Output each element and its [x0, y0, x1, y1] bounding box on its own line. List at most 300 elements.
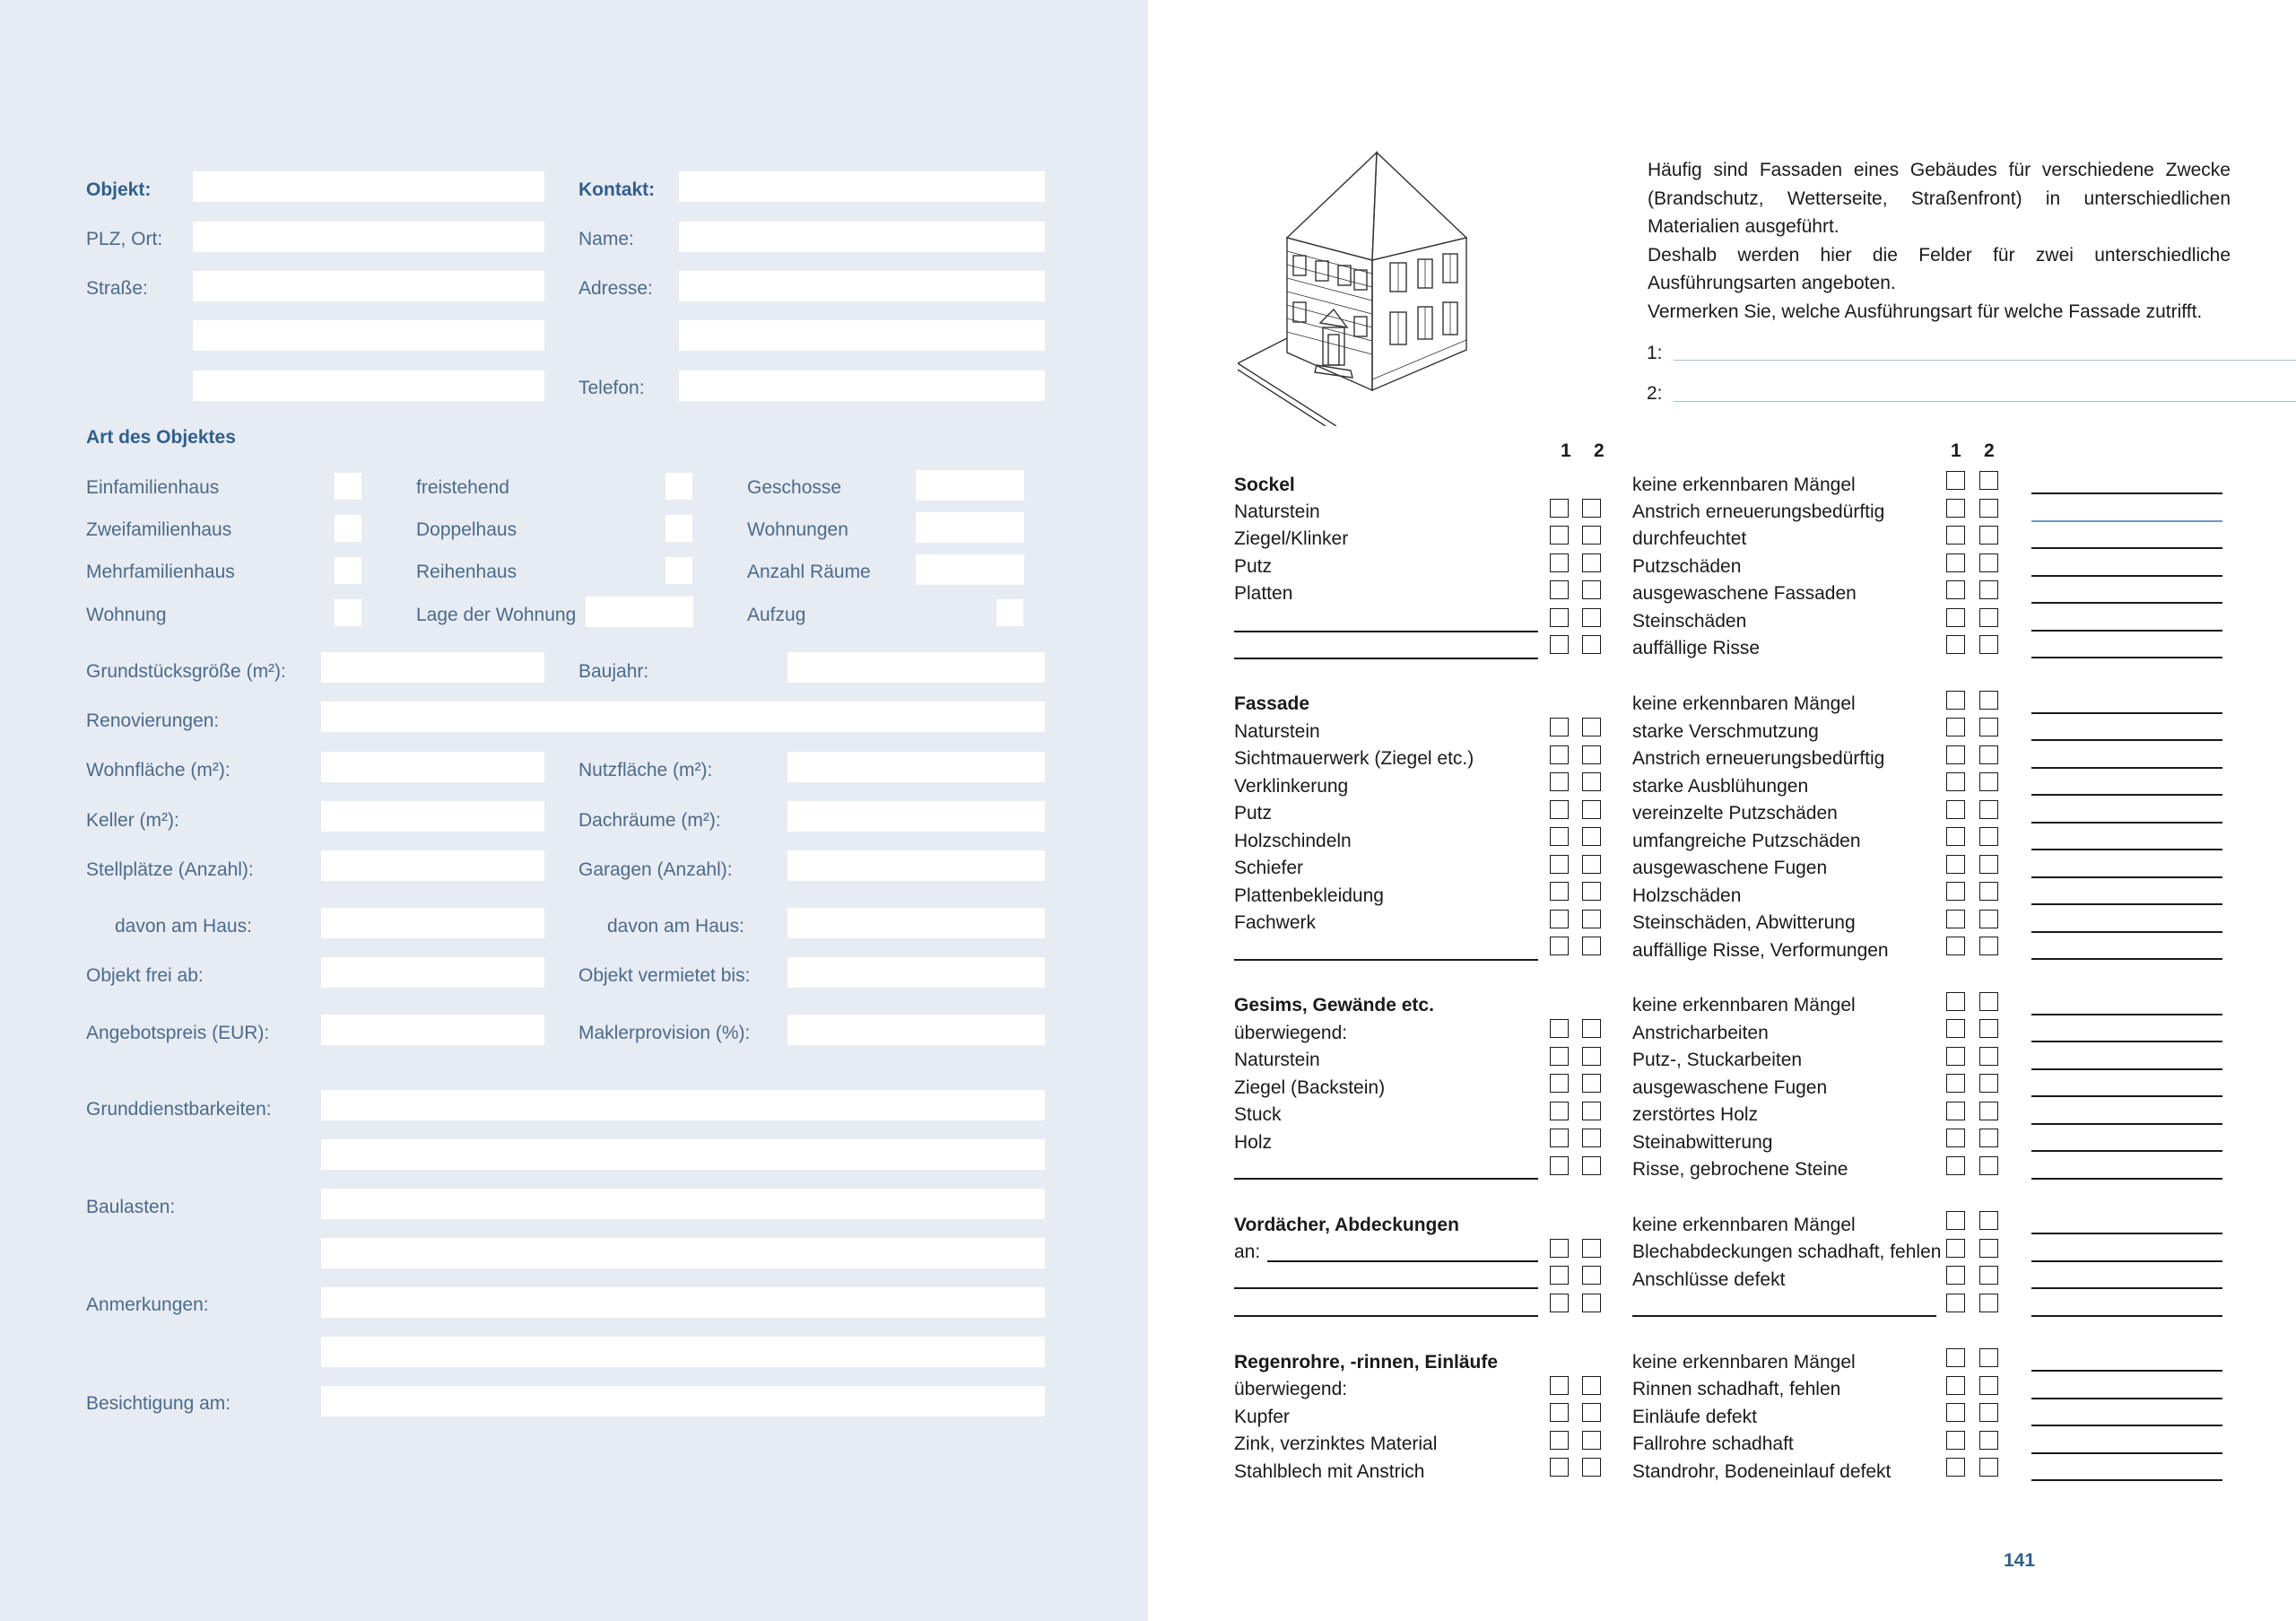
davon-garagen-field[interactable]: [787, 908, 1045, 938]
note-line[interactable]: [2031, 767, 2222, 769]
note-line[interactable]: [2031, 1452, 2222, 1454]
note-line[interactable]: [2031, 794, 2222, 796]
item-label: Stuck: [1234, 1104, 1282, 1125]
checkbox[interactable]: [1979, 1376, 1998, 1395]
checkbox[interactable]: [1979, 526, 1998, 545]
format-1-label: 1:: [1647, 343, 1663, 363]
checkbox[interactable]: [1582, 635, 1601, 654]
note-line[interactable]: [2031, 1370, 2222, 1372]
checkbox[interactable]: [1582, 580, 1601, 599]
checkbox[interactable]: [1979, 772, 1998, 791]
checkbox[interactable]: [1582, 772, 1601, 791]
checkbox[interactable]: [1550, 1294, 1569, 1312]
item-label: Fallrohre schadhaft: [1632, 1434, 1794, 1454]
freistehend-checkbox[interactable]: [665, 473, 692, 500]
kontakt-field[interactable]: [679, 171, 1045, 202]
checkbox[interactable]: [1582, 910, 1601, 928]
item-label: keine erkennbaren Mängel: [1632, 1215, 1856, 1235]
checkbox[interactable]: [1550, 882, 1569, 901]
baulasten-field-2[interactable]: [321, 1238, 1045, 1268]
keller-field[interactable]: [321, 801, 544, 832]
frei-ab-field[interactable]: [321, 957, 544, 988]
dachraeume-field[interactable]: [787, 801, 1045, 832]
checkbox[interactable]: [1550, 1102, 1569, 1120]
item-label: Putz-, Stuckarbeiten: [1632, 1050, 1803, 1070]
section-title: Sockel: [1234, 475, 1295, 495]
checkbox[interactable]: [1979, 1348, 1998, 1367]
checkbox[interactable]: [1550, 1074, 1569, 1093]
write-in-line[interactable]: [1267, 1260, 1538, 1262]
format-2-label: 2:: [1647, 383, 1663, 404]
item-label: Sichtmauerwerk (Ziegel etc.): [1234, 748, 1474, 769]
angebotspreis-label: Angebotspreis (EUR):: [86, 1023, 270, 1043]
checkbox[interactable]: [1946, 526, 1965, 545]
page-number: 141: [2004, 1550, 2036, 1571]
checkbox[interactable]: [1979, 499, 1998, 518]
note-line[interactable]: [2031, 1479, 2222, 1481]
note-line[interactable]: [2031, 602, 2222, 604]
col-1-header: 1: [1951, 440, 1961, 461]
checkbox[interactable]: [1550, 1376, 1569, 1395]
item-label: auffällige Risse, Verformungen: [1632, 940, 1889, 961]
wohnflaeche-field[interactable]: [321, 752, 544, 782]
item-label: keine erkennbaren Mängel: [1632, 995, 1856, 1015]
item-label: starke Verschmutzung: [1632, 721, 1819, 742]
checkbox[interactable]: [1946, 1047, 1965, 1066]
note-line[interactable]: [2031, 1095, 2222, 1097]
checkbox[interactable]: [1582, 718, 1601, 736]
checkbox[interactable]: [1550, 1019, 1569, 1038]
stellplaetze-label: Stellplätze (Anzahl):: [86, 859, 254, 880]
item-label: überwiegend:: [1234, 1023, 1348, 1043]
davon-stellplaetze-field[interactable]: [321, 908, 544, 938]
checkbox[interactable]: [1946, 937, 1965, 955]
checkbox[interactable]: [1946, 827, 1965, 846]
item-label: Ziegel/Klinker: [1234, 528, 1349, 549]
checkbox[interactable]: [1582, 1266, 1601, 1285]
einfamilienhaus-checkbox[interactable]: [335, 473, 361, 500]
strasse-field-2[interactable]: [193, 320, 544, 351]
stellplaetze-field[interactable]: [321, 850, 544, 881]
checkbox[interactable]: [1946, 1266, 1965, 1285]
checkbox[interactable]: [1946, 499, 1965, 518]
checkbox[interactable]: [1582, 553, 1601, 572]
checkbox[interactable]: [1979, 800, 1998, 819]
checkbox[interactable]: [1946, 580, 1965, 599]
note-line[interactable]: [2031, 1233, 2222, 1234]
objekt-label: Objekt:: [86, 179, 152, 200]
checkbox[interactable]: [1946, 1211, 1965, 1230]
davon-label: davon am Haus:: [607, 916, 744, 937]
checkbox[interactable]: [1582, 1102, 1601, 1120]
checkbox[interactable]: [1979, 553, 1998, 572]
checkbox[interactable]: [1979, 1239, 1998, 1258]
grunddienst-field[interactable]: [321, 1090, 1045, 1120]
note-line[interactable]: [2031, 575, 2222, 577]
davon-label: davon am Haus:: [115, 916, 252, 937]
keller-label: Keller (m²):: [86, 810, 179, 831]
checkbox[interactable]: [1582, 1239, 1601, 1258]
item-label: Naturstein: [1234, 1050, 1320, 1070]
checkbox[interactable]: [1550, 526, 1569, 545]
intro-text: Häufig sind Fassaden eines Gebäudes für verschiedene Zwecke (Brandschutz, Wetterseite, Straßenfront) in unterschiedlichen Materialien ausgeführt. Deshalb werden hier die Felder für zwei unterschiedliche Ausführungsarten angeboten. Vermerken Sie, welche Ausführungsart für welche Fassade zutrifft.: [1648, 160, 2231, 322]
wohnung-checkbox[interactable]: [335, 599, 361, 626]
checkbox[interactable]: [1946, 1074, 1965, 1093]
checkbox[interactable]: [1946, 1102, 1965, 1120]
checkbox[interactable]: [1582, 1403, 1601, 1422]
art-label: Lage der Wohnung: [416, 605, 577, 625]
note-line[interactable]: [2031, 657, 2222, 658]
aufzug-checkbox[interactable]: [996, 599, 1023, 626]
note-line[interactable]: [2031, 1425, 2222, 1426]
telefon-field[interactable]: [679, 370, 1045, 401]
item-label: an:: [1234, 1242, 1261, 1262]
note-line[interactable]: [2031, 958, 2222, 960]
renovierungen-label: Renovierungen:: [86, 710, 220, 731]
adresse-label: Adresse:: [578, 278, 653, 299]
baujahr-label: Baujahr:: [578, 661, 649, 682]
art-label: freistehend: [416, 477, 509, 498]
grundstueck-label: Grundstücksgröße (m²):: [86, 661, 286, 682]
note-line[interactable]: [2031, 1260, 2222, 1262]
checkbox[interactable]: [1979, 1156, 1998, 1175]
house-illustration: [1238, 148, 1552, 426]
item-label: ausgewaschene Fassaden: [1632, 583, 1857, 604]
checkbox[interactable]: [1979, 1019, 1998, 1038]
item-label: starke Ausblühungen: [1632, 776, 1809, 797]
checkbox[interactable]: [1550, 1047, 1569, 1066]
plz-field[interactable]: [193, 222, 544, 252]
name-field[interactable]: [679, 222, 1045, 252]
checkbox[interactable]: [1550, 772, 1569, 791]
grunddienst-field-2[interactable]: [321, 1139, 1045, 1170]
checkbox[interactable]: [1979, 1294, 1998, 1312]
art-label: Zweifamilienhaus: [86, 519, 232, 540]
name-label: Name:: [578, 229, 634, 249]
checkbox[interactable]: [1979, 937, 1998, 955]
baujahr-field[interactable]: [787, 652, 1045, 683]
zweifamilienhaus-checkbox[interactable]: [335, 515, 361, 542]
item-label: Schiefer: [1234, 858, 1304, 878]
checkbox[interactable]: [1946, 1431, 1965, 1450]
checkbox[interactable]: [1582, 1047, 1601, 1066]
item-label: keine erkennbaren Mängel: [1632, 1352, 1856, 1373]
checkbox[interactable]: [1550, 635, 1569, 654]
checkbox[interactable]: [1550, 1156, 1569, 1175]
strasse-label: Straße:: [86, 278, 148, 299]
checkbox[interactable]: [1946, 1348, 1965, 1367]
grunddienst-label: Grunddienstbarkeiten:: [86, 1099, 272, 1120]
checkbox[interactable]: [1979, 910, 1998, 928]
objekt-field[interactable]: [193, 171, 544, 202]
strasse-field-3[interactable]: [193, 370, 544, 401]
checkbox[interactable]: [1582, 499, 1601, 518]
checkbox[interactable]: [1550, 553, 1569, 572]
checkbox[interactable]: [1946, 1403, 1965, 1422]
angebotspreis-field[interactable]: [321, 1015, 544, 1045]
checkbox[interactable]: [1946, 800, 1965, 819]
format-2-field[interactable]: [1674, 401, 2296, 402]
geschosse-field[interactable]: [916, 470, 1024, 501]
wohnungen-field[interactable]: [916, 512, 1024, 543]
item-label: vereinzelte Putzschäden: [1632, 803, 1838, 824]
item-label: Kupfer: [1234, 1407, 1290, 1427]
checkbox[interactable]: [1550, 745, 1569, 764]
checkbox[interactable]: [1550, 499, 1569, 518]
anmerkungen-field[interactable]: [321, 1287, 1045, 1318]
grundstueck-field[interactable]: [321, 652, 544, 683]
strasse-field[interactable]: [193, 271, 544, 301]
checkbox[interactable]: [1946, 1019, 1965, 1038]
section-title: Vordächer, Abdeckungen: [1234, 1215, 1459, 1235]
checkbox[interactable]: [1979, 1458, 1998, 1477]
note-line[interactable]: [2031, 849, 2222, 850]
anzahl-raeume-field[interactable]: [916, 554, 1024, 585]
checkbox[interactable]: [1946, 1458, 1965, 1477]
lage-wohnung-field[interactable]: [586, 597, 693, 627]
checkbox[interactable]: [1946, 553, 1965, 572]
checkbox[interactable]: [1582, 1156, 1601, 1175]
checkbox[interactable]: [1979, 1047, 1998, 1066]
note-line[interactable]: [2031, 931, 2222, 933]
plz-label: PLZ, Ort:: [86, 229, 163, 249]
checkbox[interactable]: [1582, 1129, 1601, 1147]
checkbox[interactable]: [1979, 635, 1998, 654]
checkbox[interactable]: [1582, 745, 1601, 764]
checkbox[interactable]: [1582, 1458, 1601, 1477]
besichtigung-field[interactable]: [321, 1386, 1045, 1416]
mehrfamilienhaus-checkbox[interactable]: [335, 557, 361, 584]
art-label: Wohnung: [86, 605, 167, 625]
checkbox[interactable]: [1582, 608, 1601, 627]
checkbox[interactable]: [1550, 718, 1569, 736]
note-line[interactable]: [2031, 822, 2222, 824]
right-page: [1148, 0, 2296, 1621]
checkbox[interactable]: [1979, 855, 1998, 874]
wohnflaeche-label: Wohnfläche (m²):: [86, 760, 230, 780]
checkbox[interactable]: [1550, 1129, 1569, 1147]
note-line[interactable]: [2031, 1068, 2222, 1070]
checkbox[interactable]: [1550, 800, 1569, 819]
baulasten-field[interactable]: [321, 1189, 1045, 1219]
item-label: Anstrich erneuerungsbedürftig: [1632, 501, 1885, 522]
item-label: keine erkennbaren Mängel: [1632, 475, 1856, 495]
checkbox[interactable]: [1550, 827, 1569, 846]
note-line[interactable]: [2031, 1178, 2222, 1180]
note-line[interactable]: [2031, 492, 2222, 494]
checkbox[interactable]: [1582, 1431, 1601, 1450]
checkbox[interactable]: [1582, 1019, 1601, 1038]
note-line[interactable]: [2031, 903, 2222, 905]
checkbox[interactable]: [1582, 800, 1601, 819]
checkbox[interactable]: [1550, 1431, 1569, 1450]
checkbox[interactable]: [1946, 1294, 1965, 1312]
write-in-line[interactable]: [1234, 1315, 1538, 1317]
item-label: Steinschäden: [1632, 611, 1747, 632]
checkbox[interactable]: [1979, 691, 1998, 710]
checkbox[interactable]: [1979, 718, 1998, 736]
item-label: Holzschäden: [1632, 885, 1742, 906]
note-line[interactable]: [2031, 712, 2222, 714]
checkbox[interactable]: [1946, 992, 1965, 1011]
checkbox[interactable]: [1582, 827, 1601, 846]
anmerkungen-field-2[interactable]: [321, 1337, 1045, 1367]
checkbox[interactable]: [1946, 1156, 1965, 1175]
checkbox[interactable]: [1979, 1129, 1998, 1147]
checkbox[interactable]: [1582, 937, 1601, 955]
checkbox[interactable]: [1946, 1239, 1965, 1258]
art-heading: Art des Objektes: [86, 427, 236, 448]
checkbox[interactable]: [1582, 882, 1601, 901]
checkbox[interactable]: [1550, 1403, 1569, 1422]
checkbox[interactable]: [1979, 745, 1998, 764]
item-label: umfangreiche Putzschäden: [1632, 831, 1861, 851]
item-label: Anstrich erneuerungsbedürftig: [1632, 748, 1885, 769]
item-label: ausgewaschene Fugen: [1632, 858, 1828, 878]
item-label: Steinabwitterung: [1632, 1132, 1773, 1153]
anmerkungen-label: Anmerkungen:: [86, 1294, 209, 1315]
checkbox[interactable]: [1582, 1294, 1601, 1312]
item-label: keine erkennbaren Mängel: [1632, 693, 1856, 714]
nutzflaeche-label: Nutzfläche (m²):: [578, 760, 713, 780]
maklerprovision-field[interactable]: [787, 1015, 1045, 1045]
checkbox[interactable]: [1582, 855, 1601, 874]
item-label: überwiegend:: [1234, 1379, 1348, 1399]
checkbox[interactable]: [1550, 1239, 1569, 1258]
nutzflaeche-field[interactable]: [787, 752, 1045, 782]
checkbox[interactable]: [1946, 910, 1965, 928]
write-in-line[interactable]: [1632, 1315, 1936, 1317]
vermietet-bis-label: Objekt vermietet bis:: [578, 965, 751, 986]
item-label: Blechabdeckungen schadhaft, fehlen: [1632, 1242, 1942, 1262]
col-1-header: 1: [1561, 440, 1571, 461]
checkbox[interactable]: [1550, 1458, 1569, 1477]
checkbox[interactable]: [1979, 882, 1998, 901]
format-1-field[interactable]: [1674, 360, 2296, 361]
section-title: Regenrohre, -rinnen, Einläufe: [1234, 1352, 1499, 1373]
vermietet-bis-field[interactable]: [787, 957, 1045, 988]
checkbox[interactable]: [1582, 526, 1601, 545]
checkbox[interactable]: [1979, 1211, 1998, 1230]
section-title: Fassade: [1234, 693, 1310, 714]
art-label: Mehrfamilienhaus: [86, 562, 235, 582]
checkbox[interactable]: [1979, 1431, 1998, 1450]
col-2-header: 2: [1594, 440, 1605, 461]
item-label: Anstricharbeiten: [1632, 1023, 1769, 1043]
checkbox[interactable]: [1582, 1074, 1601, 1093]
checkbox[interactable]: [1979, 1074, 1998, 1093]
doppelhaus-checkbox[interactable]: [665, 515, 692, 542]
item-label: Fachwerk: [1234, 912, 1317, 933]
checkbox[interactable]: [1979, 1266, 1998, 1285]
checkbox[interactable]: [1550, 855, 1569, 874]
item-label: Zink, verzinktes Material: [1234, 1434, 1438, 1454]
checkbox[interactable]: [1550, 910, 1569, 928]
checkbox[interactable]: [1550, 608, 1569, 627]
note-line[interactable]: [2031, 1315, 2222, 1317]
note-line[interactable]: [2031, 1041, 2222, 1042]
note-line[interactable]: [2031, 630, 2222, 632]
art-label: Doppelhaus: [416, 519, 517, 540]
adresse-field-2[interactable]: [679, 320, 1045, 351]
reihenhaus-checkbox[interactable]: [665, 557, 692, 584]
write-in-line[interactable]: [1234, 631, 1538, 632]
maklerprovision-label: Maklerprovision (%):: [578, 1023, 751, 1043]
item-label: Putz: [1234, 803, 1273, 824]
item-label: Rinnen schadhaft, fehlen: [1632, 1379, 1841, 1399]
checkbox[interactable]: [1979, 580, 1998, 599]
item-label: Steinschäden, Abwitterung: [1632, 912, 1856, 933]
note-line[interactable]: [2031, 520, 2222, 522]
note-line[interactable]: [2031, 547, 2222, 549]
art-label: Einfamilienhaus: [86, 477, 220, 498]
renovierungen-field[interactable]: [321, 702, 1045, 732]
section-title: Gesims, Gewände etc.: [1234, 995, 1434, 1015]
art-label: Wohnungen: [747, 519, 848, 540]
checkbox[interactable]: [1946, 1129, 1965, 1147]
checkbox[interactable]: [1946, 471, 1965, 490]
checkbox[interactable]: [1550, 937, 1569, 955]
checkbox[interactable]: [1979, 1102, 1998, 1120]
write-in-line[interactable]: [1234, 959, 1538, 961]
garagen-label: Garagen (Anzahl):: [578, 859, 733, 880]
checkbox[interactable]: [1946, 608, 1965, 627]
write-in-line[interactable]: [1234, 1178, 1538, 1180]
item-label: Anschlüsse defekt: [1632, 1269, 1786, 1290]
checkbox[interactable]: [1946, 855, 1965, 874]
adresse-field[interactable]: [679, 271, 1045, 301]
item-label: zerstörtes Holz: [1632, 1104, 1759, 1125]
note-line[interactable]: [2031, 739, 2222, 741]
note-line[interactable]: [2031, 1287, 2222, 1289]
note-line[interactable]: [2031, 1150, 2222, 1152]
checkbox[interactable]: [1979, 471, 1998, 490]
checkbox[interactable]: [1550, 580, 1569, 599]
art-label: Reihenhaus: [416, 562, 517, 582]
item-label: Risse, gebrochene Steine: [1632, 1159, 1848, 1180]
checkbox[interactable]: [1979, 608, 1998, 627]
art-label: Geschosse: [747, 477, 842, 498]
checkbox[interactable]: [1946, 718, 1965, 736]
checkbox[interactable]: [1946, 691, 1965, 710]
item-label: Standrohr, Bodeneinlauf defekt: [1632, 1461, 1892, 1482]
checkbox[interactable]: [1946, 635, 1965, 654]
note-line[interactable]: [2031, 1398, 2222, 1399]
write-in-line[interactable]: [1234, 1287, 1538, 1289]
checkbox[interactable]: [1946, 882, 1965, 901]
checkbox[interactable]: [1582, 1376, 1601, 1395]
garagen-field[interactable]: [787, 850, 1045, 881]
item-label: Naturstein: [1234, 501, 1320, 522]
telefon-label: Telefon:: [578, 378, 645, 398]
note-line[interactable]: [2031, 1123, 2222, 1125]
checkbox[interactable]: [1946, 1376, 1965, 1395]
checkbox[interactable]: [1979, 827, 1998, 846]
note-line[interactable]: [2031, 1014, 2222, 1015]
checkbox[interactable]: [1946, 745, 1965, 764]
baulasten-label: Baulasten:: [86, 1197, 176, 1217]
write-in-line[interactable]: [1234, 658, 1538, 659]
col-2-header: 2: [1984, 440, 1995, 461]
checkbox[interactable]: [1550, 1266, 1569, 1285]
checkbox[interactable]: [1979, 992, 1998, 1011]
checkbox[interactable]: [1946, 772, 1965, 791]
item-label: Holzschindeln: [1234, 831, 1352, 851]
besichtigung-label: Besichtigung am:: [86, 1393, 231, 1414]
item-label: durchfeuchtet: [1632, 528, 1747, 549]
note-line[interactable]: [2031, 876, 2222, 878]
checkbox[interactable]: [1979, 1403, 1998, 1422]
